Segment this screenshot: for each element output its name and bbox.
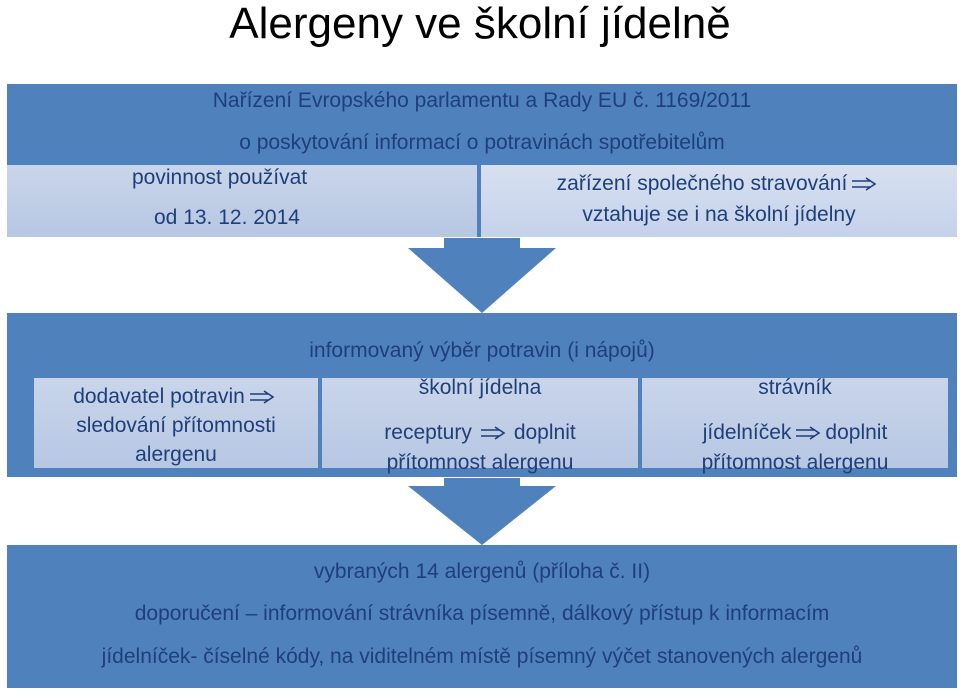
recipes-line	[322, 420, 638, 446]
menu-line	[642, 420, 948, 446]
obligation-date: od 13. 12. 2014	[154, 206, 300, 229]
regulation-line: Nařízení Evropského parlamentu a Rady EU č. 1169/2011	[212, 89, 752, 112]
supplier-line3: alergenu	[135, 443, 217, 466]
implies-arrow-icon	[480, 426, 506, 440]
implies-arrow-icon	[795, 426, 821, 440]
school-canteen-line: vztahuje se i na školní jídelny	[582, 203, 856, 226]
implies-arrow-icon	[249, 390, 275, 404]
catering-label: zařízení společného stravování	[556, 172, 848, 195]
menu-action: doplnit	[825, 421, 888, 444]
implies-arrow-icon	[851, 177, 877, 191]
informed-choice-header: informovaný výběr potravin (i nápojů)	[309, 339, 655, 362]
menu-allergen-line: přítomnost alergenu	[701, 451, 889, 474]
allergens-line: vybraných 14 alergenů (příloha č. II)	[313, 560, 651, 583]
recipes-action: doplnit	[513, 421, 576, 444]
recipes-label: receptury	[384, 421, 472, 444]
page-title: Alergeny ve školní jídelně	[229, 0, 731, 48]
recipes-allergen-line: přítomnost alergenu	[386, 451, 574, 474]
diner-heading: strávník	[758, 376, 832, 399]
down-arrow-icon	[408, 238, 556, 313]
supplier-line2: sledování přítomnosti	[76, 414, 276, 437]
down-arrow-icon	[408, 478, 556, 545]
menu-codes-line: jídelníček- číselné kódy, na viditelném místě písemný výčet stanovených alergenů	[101, 645, 863, 668]
catering-line	[481, 170, 957, 198]
supplier-label: dodavatel potravin	[73, 385, 245, 408]
supplier-line1	[34, 384, 318, 410]
obligation-label: povinnost používat	[132, 166, 308, 189]
regulation-subline: o poskytování informací o potravinách spotřebitelům	[239, 131, 725, 154]
menu-label: jídelníček	[702, 421, 792, 444]
school-canteen-heading: školní jídelna	[418, 376, 542, 399]
recommendation-line: doporučení – informování strávníka písemně, dálkový přístup k informacím	[134, 602, 830, 625]
